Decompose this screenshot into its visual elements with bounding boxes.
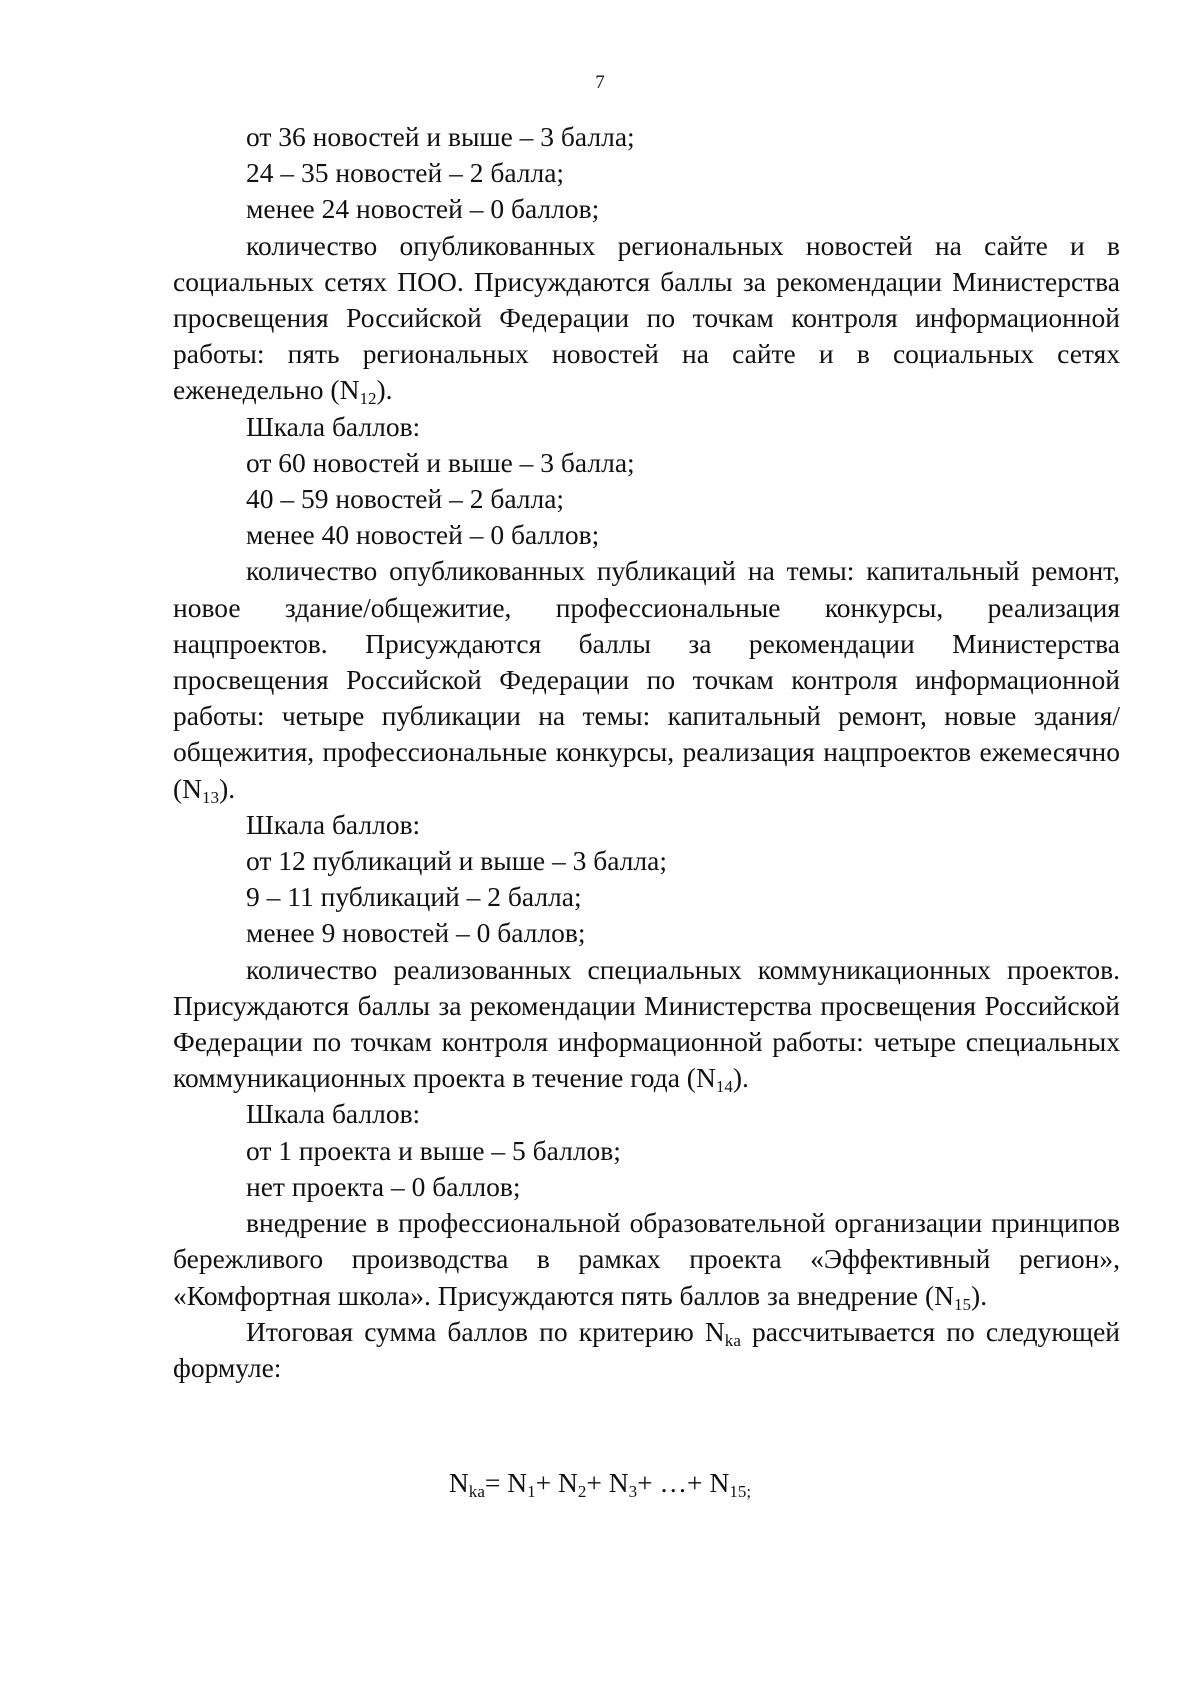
paragraph-text: менее 9 новостей – 0 баллов; xyxy=(246,917,586,949)
paragraph-text-end: ). xyxy=(971,1279,988,1311)
paragraph xyxy=(173,1205,1120,1314)
list-item xyxy=(173,1096,1120,1132)
subscript: ka xyxy=(724,1330,741,1350)
list-item xyxy=(173,807,1120,843)
paragraph-text-end: ). xyxy=(732,1062,749,1094)
paragraph-text: менее 40 новостей – 0 баллов; xyxy=(246,519,600,551)
paragraph-text: количество опубликованных региональных новостей на сайте и в социальных сетях ПОО. Присуждаются баллы за рекомендации Министерства просвещения Российской Федерации по точкам контроля информационной работы: пять региональных новостей на сайте и в социальных сетях еженедельно (N xyxy=(173,229,1120,406)
formula-subscript: 15; xyxy=(729,1481,752,1501)
formula-subscript: ka xyxy=(468,1481,485,1501)
subscript: 14 xyxy=(715,1077,733,1097)
formula-subscript: 2 xyxy=(577,1481,587,1501)
paragraph-text: нет проекта – 0 баллов; xyxy=(246,1170,521,1202)
list-item xyxy=(173,1133,1120,1169)
paragraph-text-end: ). xyxy=(376,374,393,406)
list-item xyxy=(173,843,1120,879)
list-item xyxy=(173,191,1120,227)
list-item xyxy=(173,155,1120,191)
paragraph-text: количество опубликованных публикаций на темы: капитальный ремонт, новое здание/общежитие, профессиональные конкурсы, реализация нацпроектов. Присуждаются баллы за рекомендации Министерства просвещения Российской Федерации по точкам контроля информационной работы: четыре публикации на темы: капитальный ремонт, новые здания/общежития, профессиональные конкурсы, реализация нацпроектов ежемесячно (N xyxy=(173,555,1120,804)
formula-term: = N xyxy=(484,1467,528,1498)
subscript: 12 xyxy=(359,389,377,409)
paragraph-text-end: рассчитывается по следующей формуле: xyxy=(173,1315,1120,1383)
list-item xyxy=(173,481,1120,517)
paragraph-text: Шкала баллов: xyxy=(246,808,421,840)
paragraph-text: 40 – 59 новостей – 2 балла; xyxy=(246,483,565,515)
paragraph-text: Шкала баллов: xyxy=(246,410,421,442)
list-item xyxy=(173,445,1120,481)
formula-term: + N xyxy=(535,1467,578,1498)
list-item xyxy=(173,915,1120,951)
subscript: 15 xyxy=(954,1294,972,1314)
list-item xyxy=(173,1169,1120,1205)
list-item xyxy=(173,409,1120,445)
paragraph-text: от 1 проекта и выше – 5 баллов; xyxy=(246,1134,621,1166)
paragraph-text-end: ). xyxy=(219,772,236,804)
list-item xyxy=(173,119,1120,155)
paragraph-text: 9 – 11 публикаций – 2 балла; xyxy=(246,881,582,913)
paragraph-text: от 12 публикаций и выше – 3 балла; xyxy=(246,845,667,877)
formula-term: + N xyxy=(586,1467,629,1498)
paragraph-text: внедрение в профессиональной образовательной организации принципов бережливого производства в рамках проекта «Эффективный регион», «Комфортная школа». Присуждаются пять баллов за внедрение (N xyxy=(173,1207,1120,1311)
formula xyxy=(0,1465,1200,1501)
paragraph-text: Шкала баллов: xyxy=(246,1098,421,1130)
document-body xyxy=(173,119,1120,1386)
list-item xyxy=(173,517,1120,553)
formula-subscript: 3 xyxy=(628,1481,638,1501)
paragraph xyxy=(173,228,1120,409)
paragraph xyxy=(173,952,1120,1097)
paragraph-text: количество реализованных специальных коммуникационных проектов. Присуждаются баллы за рекомендации Министерства просвещения Российской Федерации по точкам контроля информационной работы: четыре специальных коммуникационных проекта в течение года (N xyxy=(173,953,1120,1094)
paragraph-text: от 36 новостей и выше – 3 балла; xyxy=(246,121,635,152)
paragraph-text: менее 24 новостей – 0 баллов; xyxy=(246,193,600,225)
subscript: 13 xyxy=(202,787,220,807)
paragraph-text: 24 – 35 новостей – 2 балла; xyxy=(246,157,565,189)
formula-subscript: 1 xyxy=(527,1481,536,1501)
list-item xyxy=(173,879,1120,915)
paragraph-text: от 60 новостей и выше – 3 балла; xyxy=(246,446,635,478)
formula-term: N xyxy=(448,1467,469,1498)
page-number: 7 xyxy=(595,72,605,93)
formula-term: + …+ N xyxy=(637,1467,730,1498)
paragraph-text: Итоговая сумма баллов по критерию N xyxy=(246,1315,725,1347)
paragraph xyxy=(173,553,1120,806)
paragraph xyxy=(173,1314,1120,1386)
